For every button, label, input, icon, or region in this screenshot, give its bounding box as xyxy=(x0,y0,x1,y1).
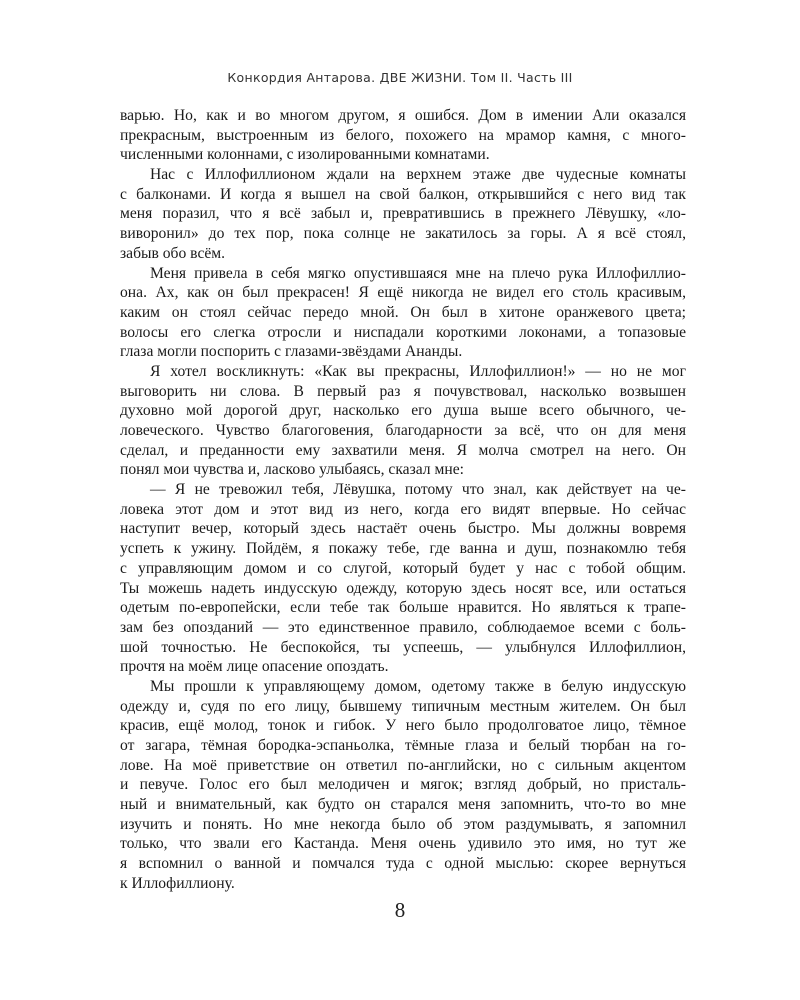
text-line: меня поразил, что я всё забыл и, превратившись в прежнего Лёвушку, «ло- xyxy=(120,205,686,223)
text-line: численными колоннами, с изолированными комнатами. xyxy=(120,146,490,164)
text-line: сделал, и преданности ему захватили меня. Я молча смотрел на него. Он xyxy=(120,441,686,459)
text-line: забыв обо всём. xyxy=(120,244,226,262)
text-line: Ты можешь надеть индусскую одежду, которую здесь носят все, или остаться xyxy=(120,579,686,597)
text-line: она. Ах, как он был прекрасен! Я ещё никогда не видел его столь красивым, xyxy=(120,284,686,302)
paragraph xyxy=(120,264,686,362)
text-line: виворонил» до тех пор, пока солнце не закатилось за горы. А я всё стоял, xyxy=(120,225,686,243)
text-line: волосы его слегка отросли и ниспадали короткими локонами, а топазовые xyxy=(120,323,686,341)
text-line: и певуче. Голос его был мелодичен и мягок; взгляд добрый, но присталь- xyxy=(120,776,686,794)
text-line: наступит вечер, который здесь настаёт очень быстро. Мы должны вовремя xyxy=(120,520,686,538)
text-line: понял мои чувства и, ласково улыбаясь, сказал мне: xyxy=(120,461,464,479)
paragraph xyxy=(120,362,686,480)
paragraph xyxy=(120,165,686,263)
text-line: прочтя на моём лице опасение опоздать. xyxy=(120,658,389,676)
text-line: шой точностью. Не беспокойся, ты успеешь, — улыбнулся Иллофиллион, xyxy=(120,638,686,656)
text-line: ный и внимательный, как будто он старался меня запомнить, что-то во мне xyxy=(120,796,686,814)
text-line: выговорить ни слова. В первый раз я почувствовал, насколько возвышен xyxy=(120,382,686,400)
text-line: — Я не тревожил тебя, Лёвушка, потому что знал, как действует на че- xyxy=(150,481,686,499)
text-line: одежду и, судя по его лицу, бывшему типичным местным жителем. Он был xyxy=(120,697,686,715)
text-line: лове. На моё приветствие он ответил по-английски, но с сильным акцентом xyxy=(120,756,686,774)
text-line: изучить и понять. Но мне некогда было об этом раздумывать, я запомнил xyxy=(120,815,686,833)
text-line: Меня привела в себя мягко опустившаяся мне на плечо рука Иллофиллио- xyxy=(150,264,686,282)
text-line: зам без опозданий — это единственное правило, соблюдаемое всеми с боль- xyxy=(120,618,686,636)
text-line: к Иллофиллиону. xyxy=(120,874,235,892)
text-line: Я хотел воскликнуть: «Как вы прекрасны, Иллофиллион!» — но не мог xyxy=(150,362,686,380)
text-line: только, что звали его Кастанда. Меня очень удивило это имя, но тут же xyxy=(120,835,686,853)
text-line: с балконами. И когда я вышел на свой балкон, открывшийся с него вид так xyxy=(120,185,686,203)
text-line: варью. Но, как и во многом другом, я ошибся. Дом в имении Али оказался xyxy=(120,107,686,124)
paragraph xyxy=(120,677,686,894)
text-line: глаза могли поспорить с глазами-звёздами Ананды. xyxy=(120,343,463,361)
text-line: успеть к ужину. Пойдём, я покажу тебе, где ванна и душ, познакомлю тебя xyxy=(120,540,686,558)
text-line: я вспомнил о ванной и помчался туда с одной мыслью: скорее вернуться xyxy=(120,855,686,873)
text-line: красив, ещё молод, тонок и гибок. У него было продолговатое лицо, тёмное xyxy=(120,717,686,735)
paragraph xyxy=(120,480,686,677)
text-line: от загара, тёмная бородка-эспаньолка, тёмные глаза и белый тюрбан на го- xyxy=(120,737,686,754)
text-line: прекрасным, выстроенным из белого, похожего на мрамор камня, с много- xyxy=(120,126,686,144)
text-line: каким он стоял сейчас передо мной. Он был в хитоне оранжевого цвета; xyxy=(120,303,686,321)
text-line: духовно мой дорогой друг, насколько его душа выше всего обычного, че- xyxy=(120,402,686,420)
paragraph xyxy=(120,106,686,165)
page-number: 8 xyxy=(394,898,406,922)
text-line: с управляющим домом и со слугой, который будет у нас с тобой общим. xyxy=(120,559,686,577)
text-line: одетым по-европейски, если тебе так больше нравится. Но являться к трапе- xyxy=(120,599,686,617)
text-line: ловека этот дом и этот вид из него, когда его видят впервые. Но сейчас xyxy=(120,500,686,518)
text-line: ловеческого. Чувство благоговения, благодарности за всё, что он для меня xyxy=(120,422,686,439)
text-line: Мы прошли к управляющему домом, одетому также в белую индусскую xyxy=(150,677,686,695)
page-body-text xyxy=(120,106,686,894)
text-line: Нас с Иллофиллионом ждали на верхнем этаже две чудесные комнаты xyxy=(150,166,686,184)
running-header: Конкордия Антарова. ДВЕ ЖИЗНИ. Том II. Часть III xyxy=(227,70,573,85)
